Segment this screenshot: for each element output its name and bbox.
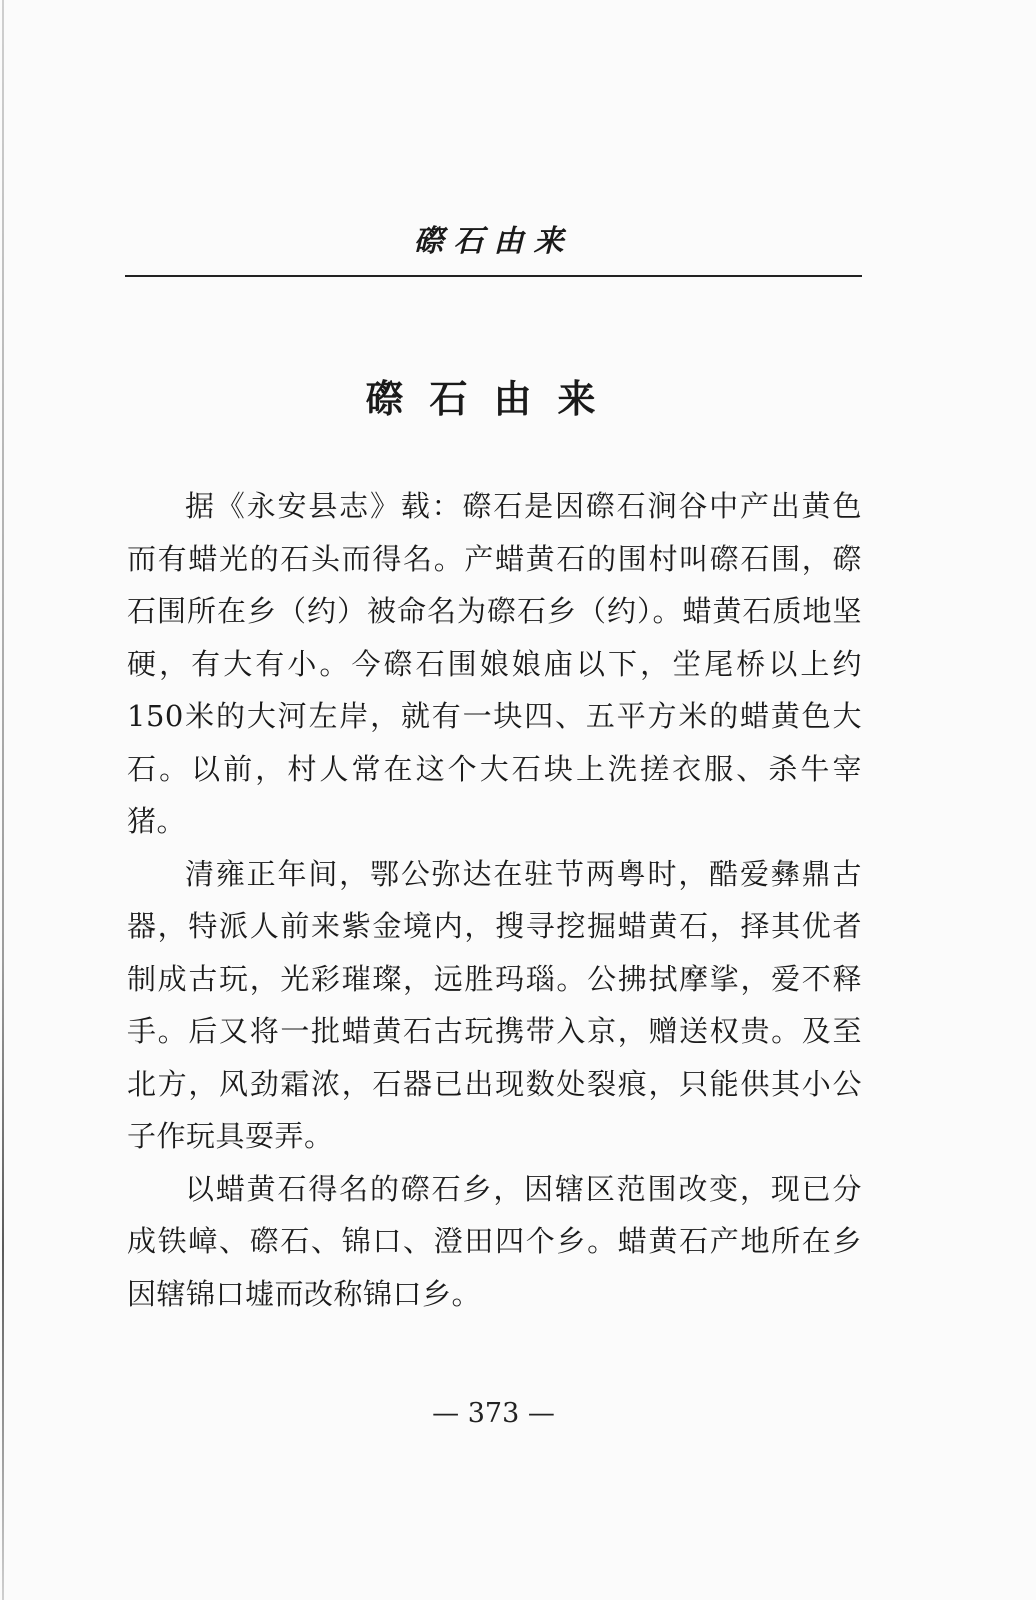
paragraph-3: 以蜡黄石得名的磜石乡，因辖区范围改变，现已分成铁嶂、磜石、锦口、澄田四个乡。蜡黄石产地所在乡因辖锦口墟而改称锦口乡。 bbox=[127, 1171, 862, 1311]
body-text bbox=[127, 480, 862, 1320]
paragraph-1: 据《永安县志》载：磜石是因磜石涧谷中产出黄色而有蜡光的石头而得名。产蜡黄石的围村叫磜石围，磜石围所在乡（约）被命名为磜石乡（约）。蜡黄石质地坚硬，有大有小。今磜石围娘娘庙以下，坣尾桥以上约150米的大河左岸，就有一块四、五平方米的蜡黄色大石。以前，村人常在这个大石块上洗搓衣服、杀牛宰猪。 bbox=[127, 489, 862, 838]
paragraph-2: 清雍正年间，鄂公弥达在驻节两粤时，酷爱彝鼎古器，特派人前来紫金境内，搜寻挖掘蜡黄石，择其优者制成古玩，光彩璀璨，远胜玛瑙。公拂拭摩挲，爱不释手。后又将一批蜡黄石古玩携带入京，赠送权贵。及至北方，风劲霜浓，石器已出现数处裂痕，只能供其小公子作玩具耍弄。 bbox=[127, 856, 862, 1153]
page-left-edge bbox=[2, 0, 4, 1600]
running-header: 磜石由来 bbox=[413, 224, 574, 259]
header-rule bbox=[125, 275, 862, 277]
chapter-title: 磜石由来 bbox=[365, 376, 622, 421]
page-number: — 373 — bbox=[432, 1398, 555, 1429]
